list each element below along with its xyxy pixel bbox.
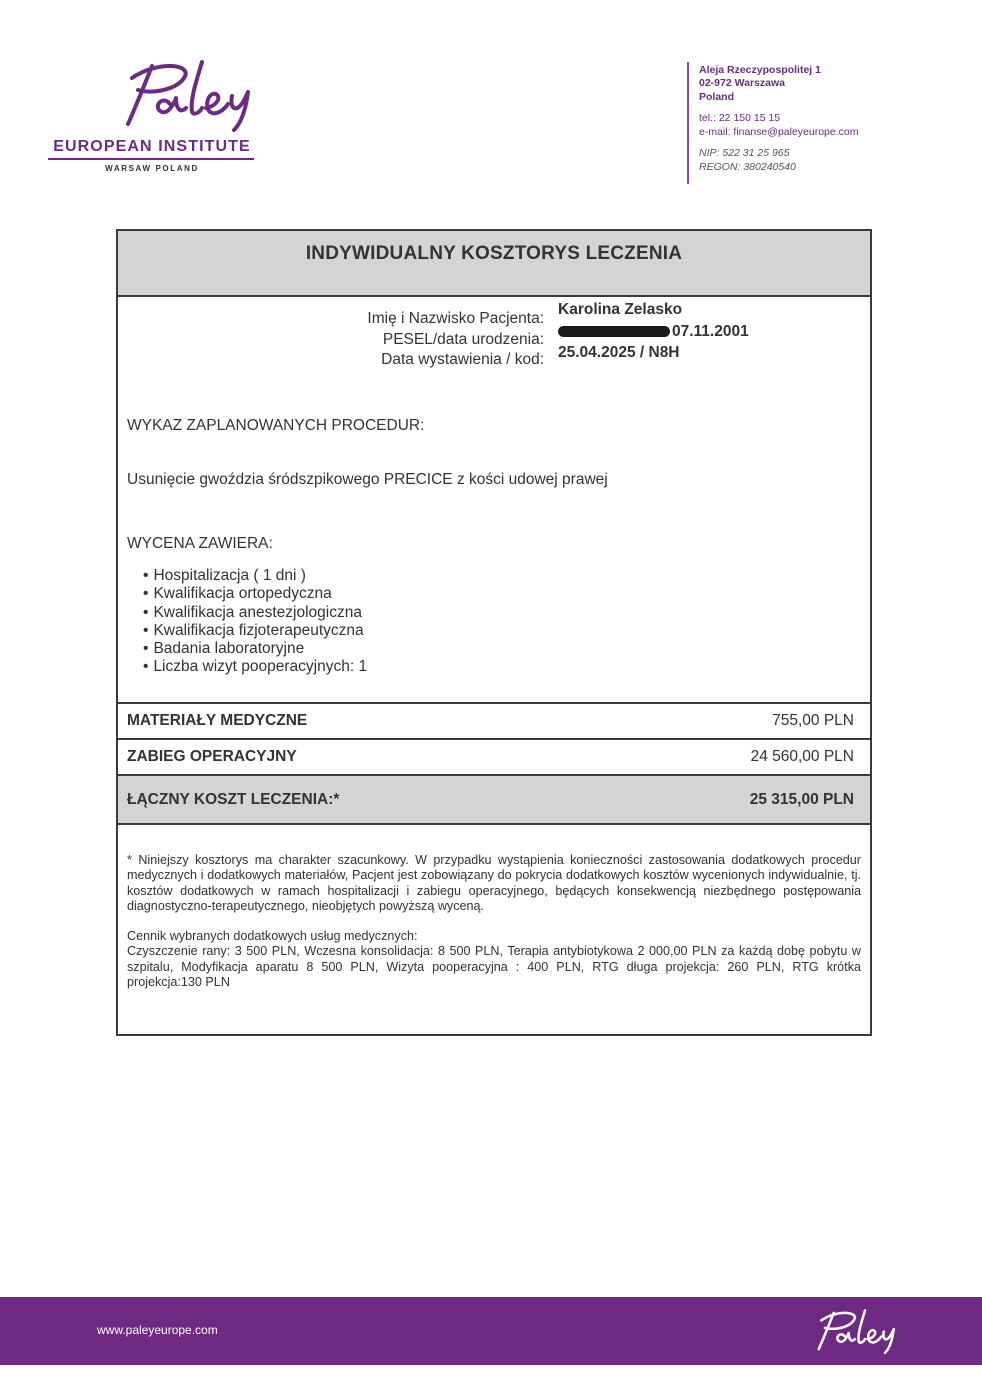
contact-block bbox=[699, 64, 859, 174]
email: e-mail: finanse@paleyeurope.com bbox=[699, 125, 859, 138]
disclaimer bbox=[127, 853, 861, 990]
materials-amount: 755,00 PLN bbox=[772, 712, 854, 729]
list-item: • Kwalifikacja anestezjologiczna bbox=[143, 604, 367, 622]
patient-name: Karolina Zelasko bbox=[558, 301, 683, 318]
paley-signature-logo bbox=[800, 1301, 900, 1361]
total-amount: 25 315,00 PLN bbox=[749, 790, 854, 808]
surgery-amount: 24 560,00 PLN bbox=[750, 748, 854, 765]
pesel-label: PESEL/data urodzenia: bbox=[382, 330, 544, 348]
list-item: • Liczba wizyt pooperacyjnych: 1 bbox=[143, 658, 367, 676]
cost-estimate-box bbox=[116, 229, 872, 1036]
list-item: • Kwalifikacja ortopedyczna bbox=[143, 585, 367, 603]
procedure-description: Usunięcie gwoździa śródszpikowego PRECICE z kości udowej prawej bbox=[127, 471, 608, 488]
surgery-row bbox=[118, 738, 870, 774]
footnote-text: * Niniejszy kosztorys ma charakter szacunkowy. W przypadku wystąpienia konieczności zastosowania dodatkowych procedur medycznych i dodatkowych materiałów, Pacjent jest zobowiązany do pokrycia dodatkowych kosztów wycenionych indywidualnie, tj. kosztów dodatkowych w ramach hospitalizacji i zabiegu operacyjnego, będących konsekwencją niezbędnego postępowania diagnostyczno-terapeutycznego, nieobjętych powyższą wyceną. bbox=[127, 853, 861, 913]
total-row bbox=[118, 774, 870, 825]
footer-bar bbox=[0, 1297, 982, 1365]
regon: REGON: 380240540 bbox=[699, 160, 796, 173]
price-list-text: Czyszczenie rany: 3 500 PLN, Wczesna konsolidacja: 8 500 PLN, Terapia antybiotykowa 2 000,00 PLN za każdą dobę pobytu w szpitalu, Modyfikacja aparatu 8 500 PLN, Wizyta pooperacyjna : 400 PLN, RTG długa projekcja: 260 PLN, RTG krótka projekcja:130 PLN bbox=[127, 944, 861, 990]
patient-values bbox=[558, 299, 749, 364]
address-city: 02-972 Warszawa bbox=[699, 77, 785, 90]
materials-label: MATERIAŁY MEDYCZNE bbox=[127, 712, 308, 729]
nip: NIP: 522 31 25 965 bbox=[699, 147, 790, 160]
document-title: INDYWIDUALNY KOSZTORYS LECZENIA bbox=[305, 243, 683, 264]
address-street: Aleja Rzeczypospolitej 1 bbox=[699, 64, 821, 76]
price-list-heading: Cennik wybranych dodatkowych usług medycznych: bbox=[127, 929, 418, 944]
patient-name-label: Imię i Nazwisko Pacjenta: bbox=[367, 310, 544, 327]
footer-website: www.paleyeurope.com bbox=[97, 1323, 218, 1337]
issue-date-label: Data wystawienia / kod: bbox=[381, 351, 544, 368]
includes-list bbox=[143, 567, 367, 677]
procedures-heading: WYKAZ ZAPLANOWANYCH PROCEDUR: bbox=[127, 417, 425, 434]
pesel-value bbox=[558, 321, 749, 343]
materials-row bbox=[118, 702, 870, 738]
institute-name: EUROPEAN INSTITUTE bbox=[53, 138, 251, 155]
patient-labels bbox=[367, 309, 544, 371]
phone: tel.: 22 150 15 15 bbox=[699, 112, 781, 125]
birth-date: 07.11.2001 bbox=[672, 322, 749, 340]
issue-date-code: 25.04.2025 / N8H bbox=[558, 344, 680, 361]
institute-location: WARSAW POLAND bbox=[105, 164, 199, 173]
redaction-mark bbox=[558, 326, 670, 337]
total-label: ŁĄCZNY KOSZT LECZENIA:* bbox=[127, 790, 340, 808]
list-item: • Hospitalizacja ( 1 dni ) bbox=[143, 567, 367, 585]
title-band bbox=[118, 231, 870, 297]
paley-signature-logo bbox=[98, 58, 258, 132]
list-item: • Badania laboratoryjne bbox=[143, 640, 367, 658]
institute-logo bbox=[46, 58, 258, 178]
includes-heading: WYCENA ZAWIERA: bbox=[127, 535, 273, 552]
logo-divider bbox=[48, 158, 254, 160]
surgery-label: ZABIEG OPERACYJNY bbox=[127, 748, 297, 765]
list-item: • Kwalifikacja fizjoterapeutyczna bbox=[143, 622, 367, 640]
header-divider bbox=[687, 62, 689, 184]
address-country: Poland bbox=[699, 90, 735, 103]
